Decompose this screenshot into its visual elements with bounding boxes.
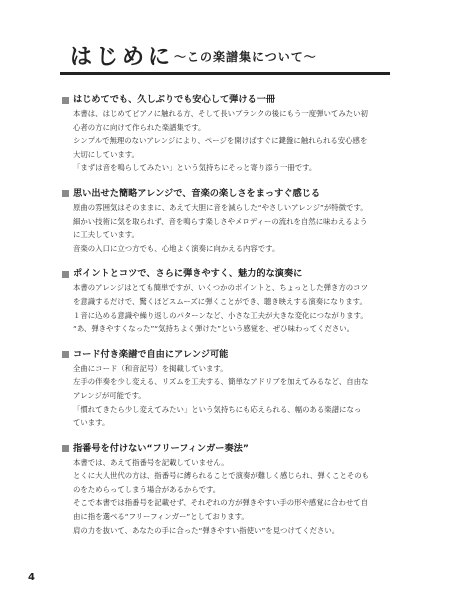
section-line: 由に指を選べる“フリーフィンガー”としております。: [73, 512, 249, 522]
title-underline: [60, 72, 390, 75]
section-line: 本書のアレンジはとても簡単ですが、いくつかのポイントと、ちょっとした弾き方のコツ: [73, 283, 368, 293]
section-line: 大切にしています。: [73, 149, 139, 159]
section-heading: [62, 187, 384, 201]
section-line: 心者の方に向けて作られた楽譜集です。: [73, 122, 206, 132]
square-bullet-icon: [62, 445, 69, 452]
square-bullet-icon: [62, 271, 69, 278]
section-line: 全曲にコード（和音記号）を掲載しています。: [73, 363, 228, 373]
section-line: “あ、弾きやすくなった”“気持ちよく弾けた”という感覚を、ぜひ味わってください。: [73, 324, 355, 334]
square-bullet-icon: [62, 351, 69, 358]
section-heading-text: 指番号を付けない“フリーフィンガー奏法”: [73, 442, 249, 454]
section-heading-text: ポイントとコツで、さらに弾きやすく、魅力的な演奏に: [73, 268, 303, 280]
section-simple-arrangement: [62, 187, 384, 255]
section-line: シンプルで無理のないアレンジにより、ページを開けばすぐに鍵盤に触れられる安心感を: [73, 136, 368, 146]
section-line: のをためらってしまう場合があるからです。: [73, 484, 221, 494]
section-heading-text: 思い出せた簡略アレンジで、音楽の楽しさをまっすぐ感じる: [73, 187, 321, 199]
section-line: アレンジが可能です。: [73, 390, 146, 400]
section-line: 音楽の入口に立つ方でも、心地よく演奏に向かえる内容です。: [73, 243, 280, 253]
page-title: はじめに: [70, 45, 175, 70]
section-line: 肩の力を抜いて、あなたの手に合った“弾きやすい指使い”を見つけてください。: [73, 525, 340, 535]
section-beginner: [62, 93, 384, 175]
section-line: 原曲の雰囲気はそのままに、あえて大胆に音を減らした“やさしいアレンジ”が特徴です。: [73, 202, 368, 212]
square-bullet-icon: [62, 190, 69, 197]
section-heading: [62, 442, 384, 456]
section-heading: [62, 348, 384, 362]
section-line: １音に込める意識や繰り返しのパターンなど、小さな工夫が大きな変化につながります。: [73, 310, 368, 320]
section-line: 「慣れてきたら少し変えてみたい」という気持ちにも応えられる、幅のある楽譜になっ: [73, 404, 362, 414]
square-bullet-icon: [62, 97, 69, 104]
page-subtitle: 〜この楽譜集について〜: [174, 50, 317, 64]
section-line: 左手の伴奏を少し変える、リズムを工夫する、簡単なアドリブを加えてみるなど、自由な: [73, 377, 369, 387]
section-line: 「まずは音を鳴らしてみたい」という気持ちにそっと寄り添う一冊です。: [73, 163, 317, 173]
document-body: [62, 93, 384, 549]
section-line: 細かい技術に気を取られず、音を鳴らす楽しさやメロディーの流れを自然に味わえるよう: [73, 216, 368, 226]
section-line: そこで本書では指番号を記載せず、それぞれの方が弾きやすい手の形や感覚に合わせて自: [73, 498, 369, 508]
section-line: ています。: [73, 418, 110, 428]
section-line: 本書では、あえて指番号を記載していません。: [73, 457, 229, 467]
section-heading-text: はじめてでも、久しぶりでも安心して弾ける一冊: [73, 94, 276, 105]
section-heading-text: コード付き楽譜で自由にアレンジ可能: [73, 348, 229, 360]
section-line: に工夫しています。: [73, 230, 139, 240]
section-heading: [62, 267, 384, 281]
page-number: 4: [28, 572, 35, 583]
section-line: とくに大人世代の方は、指番号に縛られることで演奏が難しく感じられ、弾くことそのも: [73, 471, 370, 481]
section-tips: [62, 267, 384, 335]
section-free-finger: [62, 442, 384, 538]
section-heading: [62, 93, 384, 107]
section-line: 本書は、はじめてピアノに触れる方、そして長いブランクの後にもう一度弾いてみたい初: [73, 109, 368, 118]
section-line: を意識するだけで、驚くほどスムーズに弾くことができ、聴き映えする演奏になります。: [73, 296, 367, 306]
section-chords: [62, 348, 384, 430]
